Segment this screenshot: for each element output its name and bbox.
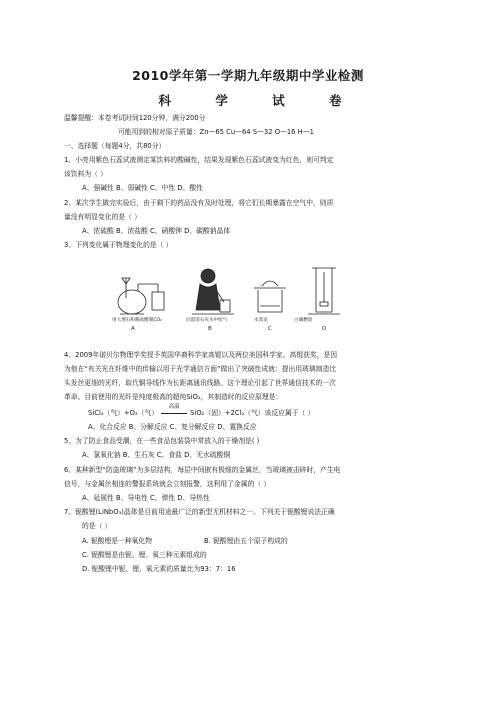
figure-a-caption: 用大理石和稀盐酸制CO₂ <box>112 318 163 323</box>
q3-figures <box>112 262 362 342</box>
figure-b-person <box>192 269 234 314</box>
q5-stem: 5、为了防止食品受潮，在一些食品包装袋中常放入的干燥剂是( ) <box>64 437 260 445</box>
q4-stem-line2: 为他在“有关光在纤维中的传输以用于光学通信方面”做出了突破性成就：提出用玻璃制造比 <box>64 365 337 373</box>
q4-options: A、化合反应 B、分解反应 C、复分解反应 D、置换反应 <box>88 423 257 431</box>
figure-a-letter: A <box>131 326 135 332</box>
q4-stem-line4: 革命。目前使用的光纤是纯度极高的超纯SiO₂，其制造时的反应原理是： <box>64 393 283 401</box>
q7-stem-line2: 的是（ ） <box>82 522 112 530</box>
q7-option-b: B. 铌酸锂由五个原子构成的 <box>204 537 288 545</box>
figure-c-letter: C <box>268 326 272 332</box>
q4-equation <box>88 404 315 418</box>
q6-options: A、延展性 B、导电性 C、弹性 D、导热性 <box>82 494 210 502</box>
q1-stem-line1: 1、小亮用紫色石蕊试液测定某饮料的酸碱性，结果发现紫色石蕊试液变为红色，则可判定 <box>64 156 334 164</box>
q2-options: A、浓硫酸 B、浓盐酸 C、硝酸钾 D、碳酸钠晶体 <box>82 227 231 235</box>
q2-stem-line1: 2、某次学生做完实验后，由于剩下的药品没有及时处理，将它们长期暴露在空气中，则质 <box>64 199 334 207</box>
q7-option-a: A. 铌酸锂是一种氧化物 <box>82 537 153 545</box>
equation-condition: 高温 <box>168 404 180 410</box>
q5-options: A、氯氧化钠 B、生石灰 C、食盐 D、无水硫酸铜 <box>82 451 231 459</box>
q2-stem-line2: 量没有明显变化的是（ ） <box>64 213 141 221</box>
figure-b-letter: B <box>208 326 212 332</box>
section-heading: 一、选择题（每题4分，共80分） <box>64 142 166 150</box>
figure-d-caption: 白磷燃烧 <box>294 318 313 323</box>
q1-options: A、强碱性 B、弱碱性 C、中性 D、酸性 <box>82 184 203 192</box>
figure-c-beaker <box>254 281 286 312</box>
q6-stem-line2: 信号，与金属丝相连的警报系统就会立刻报警，这利用了金属的（ ） <box>64 480 271 488</box>
q1-stem-line2: 该饮料为（ ） <box>64 170 107 178</box>
q7-option-d: D. 铌酸锂中铌、锂、氧元素的质量比为93：7：16 <box>82 565 236 573</box>
figure-b-caption: 向澄清石灰水中吹气 <box>186 318 228 323</box>
equation-arrow <box>160 404 188 418</box>
atomic-masses: 可能用到的相对原子质量：Zn—65 Cu—64 S—32 O—16 H—1 <box>118 128 314 136</box>
q4-stem-line3: 头发丝更细的光纤，取代铜导线作为长距离通讯线路。这个理论引起了世界通信技术的一次 <box>64 379 336 387</box>
exam-subtitle: 科 学 试 卷 <box>158 93 362 108</box>
figure-a-flask <box>118 278 164 314</box>
figure-d-cylinder <box>308 268 340 314</box>
figure-d-letter: D <box>322 326 327 332</box>
equation-reactants: SiCl₄（气）+O₂（气） <box>88 409 159 417</box>
figure-c-caption: 水蒸发 <box>254 318 268 323</box>
q7-stem-line1: 7、铌酸锂(LiNbO₃)晶体是目前用途最广泛的新型无机材料之一。下列关于铌酸锂说法正确 <box>64 508 335 516</box>
q6-stem-line1: 6、某种新型“防盗玻璃”为多层结构，每层中间嵌有极细的金属丝，当玻璃被击碎时，产生电 <box>64 466 341 474</box>
q4-stem-line1: 4、2009年诺贝尔物理学奖授予英国华裔科学家高锟以及两位美国科学家。高锟获奖，是因 <box>64 351 338 359</box>
exam-title: 2010学年第一学期九年级期中学业检测 <box>132 68 364 83</box>
q7-option-c: C. 铌酸锂是由铌、锂、氧三种元素组成的 <box>82 551 207 559</box>
tip-text: 温馨提醒：本卷考试时间120分钟，满分200分 <box>64 114 206 122</box>
q3-stem: 3、下列变化属于物理变化的是（ ） <box>64 241 173 249</box>
equation-products: SiO₂（固）+2Cl₂（气）该反应属于（ ） <box>190 409 315 417</box>
